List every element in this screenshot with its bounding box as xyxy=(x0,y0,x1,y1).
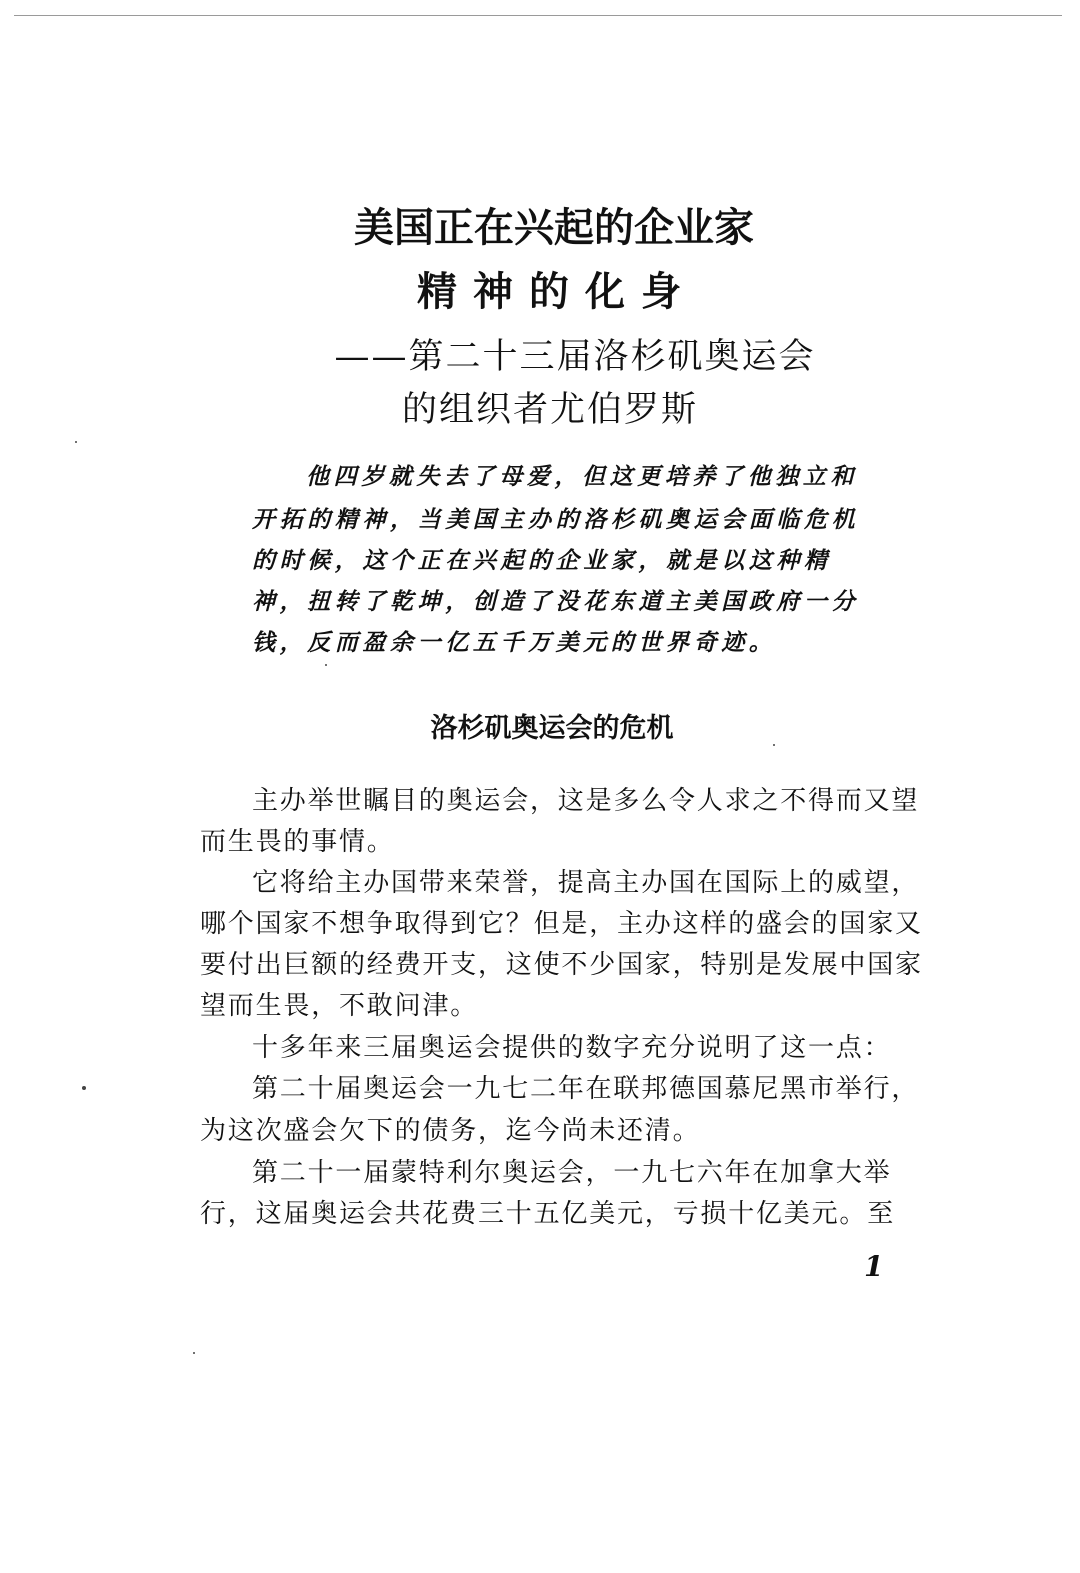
scan-speck xyxy=(193,1352,195,1354)
body-text-line: 哪个国家不想争取得到它？但是，主办这样的盛会的国家又 xyxy=(200,909,923,939)
lead-paragraph-line: 的时候，这个正在兴起的企业家，就是以这种精 xyxy=(252,547,832,574)
title-line-1: 美国正在兴起的企业家 xyxy=(354,205,754,251)
body-text-line: 十多年来三届奥运会提供的数字充分说明了这一点： xyxy=(252,1033,892,1063)
section-heading: 洛杉矶奥运会的危机 xyxy=(430,713,674,744)
lead-paragraph-line: 神，扭转了乾坤，创造了没花东道主美国政府一分 xyxy=(252,588,860,615)
body-text-line: 行，这届奥运会共花费三十五亿美元，亏损十亿美元。至 xyxy=(200,1199,896,1229)
title-line-2: 精神的化身 xyxy=(417,269,697,315)
body-text-line: 第二十届奥运会一九七二年在联邦德国慕尼黑市举行， xyxy=(252,1074,920,1104)
body-text-line: 为这次盛会欠下的债务，迄今尚未还清。 xyxy=(200,1116,701,1146)
body-text-line: 而生畏的事情。 xyxy=(200,827,395,857)
subtitle-line-2: 的组织者尤伯罗斯 xyxy=(401,390,698,430)
body-text-line: 望而生畏，不敢问津。 xyxy=(200,991,479,1021)
lead-paragraph-line: 钱，反而盈余一亿五千万美元的世界奇迹。 xyxy=(252,629,777,656)
subtitle-line-1: ——第二十三届洛杉矶奥运会 xyxy=(334,337,816,377)
scan-speck xyxy=(773,744,775,746)
top-rule xyxy=(14,15,1062,16)
scan-speck xyxy=(82,1086,86,1090)
body-text-line: 第二十一届蒙特利尔奥运会，一九七六年在加拿大举 xyxy=(252,1158,892,1188)
scan-speck xyxy=(75,441,77,443)
lead-paragraph-line: 他四岁就失去了母爱，但这更培养了他独立和 xyxy=(306,463,858,490)
scan-speck xyxy=(325,664,327,666)
body-text-line: 要付出巨额的经费开支，这使不少国家，特别是发展中国家 xyxy=(200,950,923,980)
body-text-line: 它将给主办国带来荣誉，提高主办国在国际上的威望， xyxy=(252,868,920,898)
page-number: 1 xyxy=(864,1250,884,1283)
body-text-line: 主办举世瞩目的奥运会，这是多么令人求之不得而又望 xyxy=(252,786,920,816)
lead-paragraph-line: 开拓的精神，当美国主办的洛杉矶奥运会面临危机 xyxy=(252,506,860,533)
